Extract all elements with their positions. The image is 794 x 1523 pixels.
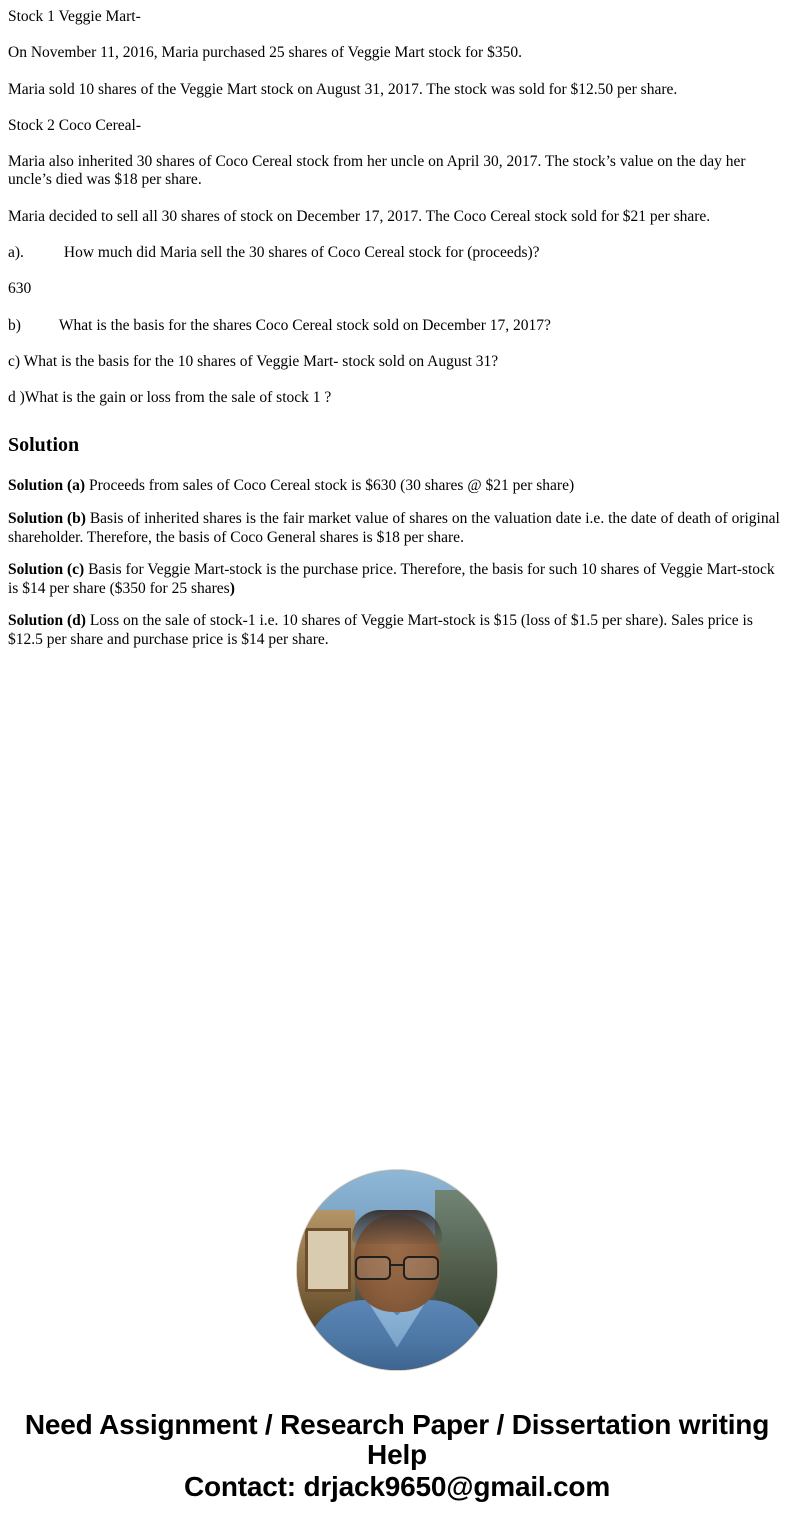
stock2-sale-line: Maria decided to sell all 30 shares of stock on December 17, 2017. The Coco Cereal stock sold for $21 per share. [8, 207, 711, 225]
avatar [297, 1170, 497, 1370]
question-c: c) What is the basis for the 10 shares of Veggie Mart- stock sold on August 31? [8, 352, 499, 370]
question-b [8, 317, 786, 335]
solution-item-b [8, 510, 786, 547]
solution-d-label: Solution (d) [8, 612, 86, 630]
solution-c-text: Basis for Veggie Mart-stock is the purchase price. Therefore, the basis for such 10 shares of Veggie Mart-stock is $14 per share ($350 for 25 shares [8, 561, 775, 597]
avatar-hair [352, 1210, 442, 1244]
solution-b-label: Solution (b) [8, 509, 86, 527]
solution-item-a [8, 477, 786, 496]
solution-a-text: Proceeds from sales of Coco Cereal stock is $630 (30 shares @ $21 per share) [85, 477, 575, 495]
stock1-heading: Stock 1 Veggie Mart- [8, 8, 141, 25]
promo-line-2: writing Help [367, 1408, 770, 1470]
stock2-heading: Stock 2 Coco Cereal- [8, 116, 142, 134]
question-b-label: b) [8, 316, 21, 334]
solution-heading: Solution [8, 434, 80, 457]
question-d: d )What is the gain or loss from the sale of stock 1 ? [8, 389, 332, 407]
answer-a-value: 630 [8, 280, 32, 298]
question-a [8, 244, 786, 262]
stock1-sale-line: Maria sold 10 shares of the Veggie Mart stock on August 31, 2017. The stock was sold for $12.50 per share. [8, 80, 678, 98]
avatar-lens-left [355, 1256, 391, 1280]
question-b-text: What is the basis for the shares Coco Cereal stock sold on December 17, 2017? [58, 316, 551, 334]
solution-item-d [8, 612, 786, 649]
solution-c-trailing: ) [229, 579, 235, 597]
promo-line-1: Need Assignment / Research Paper / Dissertation [24, 1408, 672, 1440]
solution-b-text: Basis of inherited shares is the fair market value of shares on the valuation date i.e. the date of death of original shareholder. Therefore, the basis of Coco General shares is $18 per share. [8, 509, 780, 546]
solution-item-c [8, 561, 786, 598]
question-a-text: How much did Maria sell the 30 shares of Coco Cereal stock for (proceeds)? [63, 243, 540, 261]
solution-c-label: Solution (c) [8, 561, 85, 579]
question-a-label: a). [8, 243, 24, 261]
solution-d-text: Loss on the sale of stock-1 i.e. 10 shares of Veggie Mart-stock is $15 (loss of $1.5 per share). Sales price is $12.5 per share and purchase price is $14 per share. [8, 612, 753, 648]
stock1-purchase-line: On November 11, 2016, Maria purchased 25 shares of Veggie Mart stock for $350. [8, 44, 522, 62]
promo-section [8, 1170, 786, 1503]
stock2-inherit-line: Maria also inherited 30 shares of Coco Cereal stock from her uncle on April 30, 2017. The stock’s value on the day her uncle’s died was $18 per share. [8, 153, 746, 189]
promo-text [8, 1410, 786, 1503]
solution-a-label: Solution (a) [8, 477, 86, 495]
glasses-icon [355, 1256, 439, 1276]
avatar-picture-frame [305, 1228, 351, 1292]
promo-contact-line: Contact: drjack9650@gmail.com [183, 1471, 611, 1502]
avatar-lens-right [403, 1256, 439, 1280]
